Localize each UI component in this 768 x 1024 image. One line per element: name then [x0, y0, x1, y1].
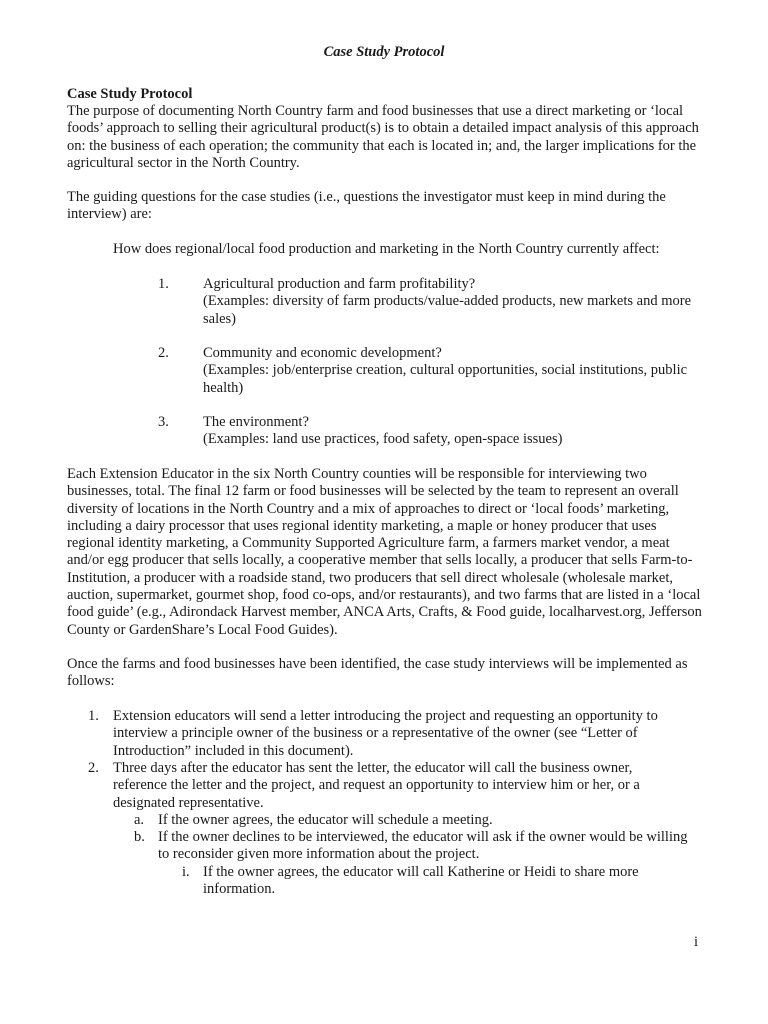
- question-examples: (Examples: land use practices, food safety, open-space issues): [203, 431, 563, 448]
- question-text: Agricultural production and farm profitability?: [203, 276, 476, 292]
- question-number: 1.: [158, 276, 169, 292]
- paragraph-purpose: The purpose of documenting North Country farm and food businesses that use a direct marketing or ‘local foods’ approach to selling their agricultural product(s) is to obtain a detailed impact analysis of this approach on: the business of each operation; the community that each is located in; and, the larger implications for the agricultural sector in the North Country.: [67, 103, 699, 171]
- sub-list-item-text: If the owner declines to be interviewed, the educator will ask if the owner would be willing to reconsider given more information about the project.: [158, 829, 688, 863]
- question-examples: (Examples: diversity of farm products/value-added products, new markets and more sales): [203, 293, 692, 327]
- question-examples: (Examples: job/enterprise creation, cultural opportunities, social institutions, public health): [203, 362, 688, 396]
- question-body: [203, 345, 703, 397]
- document-title: Case Study Protocol: [323, 44, 445, 60]
- sub-list-item-text: If the owner agrees, the educator will schedule a meeting.: [158, 812, 493, 828]
- question-body: [203, 276, 703, 328]
- question-number: 2.: [158, 345, 169, 361]
- question-text: The environment?: [203, 414, 309, 430]
- list-item-text: Three days after the educator has sent the letter, the educator will call the business owner, reference the letter and the project, and request an opportunity to interview him or her, or a designated representative.: [113, 760, 640, 811]
- section-heading: Case Study Protocol: [67, 86, 193, 102]
- question-body: [203, 414, 703, 449]
- question-number: 3.: [158, 414, 169, 430]
- sub-list-item-letter: a.: [134, 812, 145, 828]
- paragraph-implementation: Once the farms and food businesses have been identified, the case study interviews will be implemented as follows:: [67, 656, 688, 690]
- sub-list-item-letter: b.: [134, 829, 145, 845]
- list-item-number: 1.: [88, 708, 99, 724]
- sub-sub-list-item-text: If the owner agrees, the educator will call Katherine or Heidi to share more information.: [203, 864, 639, 898]
- question-text: Community and economic development?: [203, 345, 442, 361]
- paragraph-guiding-questions: The guiding questions for the case studies (i.e., questions the investigator must keep in mind during the interview) are:: [67, 189, 666, 223]
- page-number: i: [694, 934, 699, 950]
- lead-question: How does regional/local food production and marketing in the North Country currently affect:: [113, 241, 660, 257]
- paragraph-extension-educators: Each Extension Educator in the six North Country counties will be responsible for interviewing two businesses, total. The final 12 farm or food businesses will be selected by the team to represent an overall diversity of locations in the North Country and a mix of approaches to direct or ‘local foods’ marketing, including a dairy processor that uses regional identity marketing, a maple or honey producer that uses regional identity marketing, a Community Supported Agriculture farm, a farmers market vendor, a meat and/or egg producer that sells locally, a cooperative member that sells locally, a producer that sells Farm-to-Institution, a producer with a roadside stand, two producers that sell direct wholesale (wholesale market, auction, supermarket, gourmet shop, food co-ops, and/or restaurants), and two farms that are listed in a ‘local food guide’ (e.g., Adirondack Harvest member, ANCA Arts, Crafts, & Food guide, localharvest.org, Jefferson County or GardenShare’s Local Food Guides).: [67, 466, 702, 638]
- list-item-text: Extension educators will send a letter introducing the project and requesting an opportunity to interview a principle owner of the business or a representative of the owner (see “Letter of Introduction” included in this document).: [113, 708, 658, 759]
- list-item-number: 2.: [88, 760, 99, 776]
- sub-sub-list-item-numeral: i.: [182, 864, 190, 880]
